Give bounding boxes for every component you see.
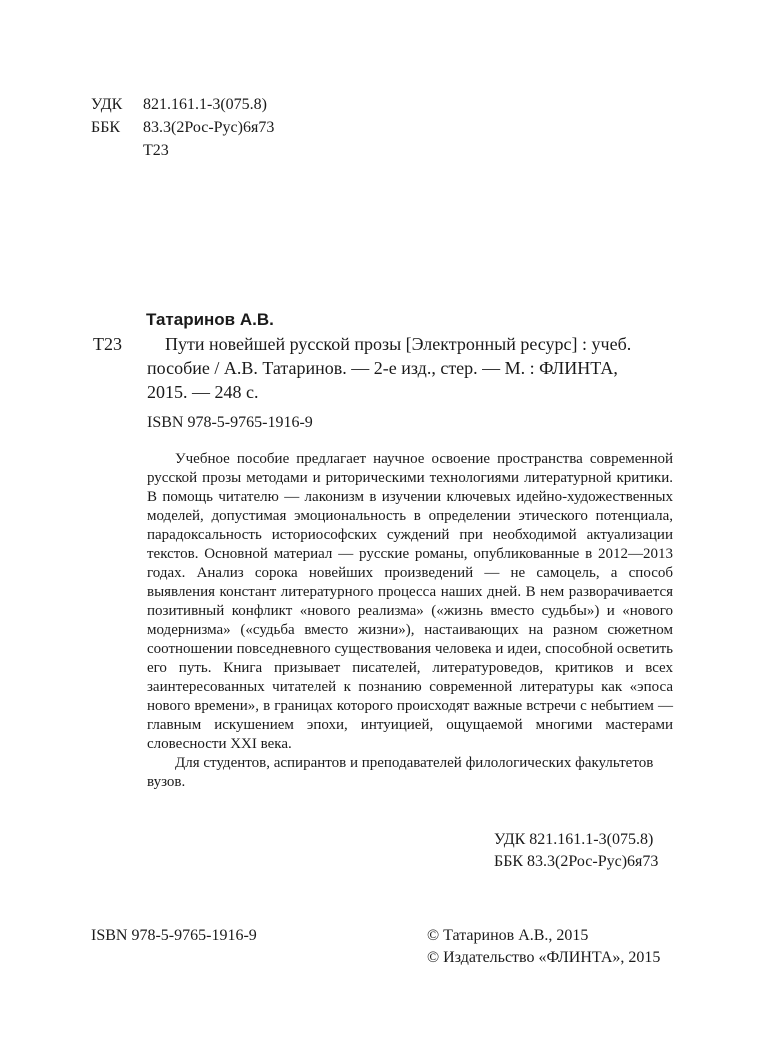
- author-heading: Татаринов А.В.: [146, 310, 274, 329]
- title-line-2: пособие / А.В. Татаринов. — 2-е изд., стер. — М. : ФЛИНТА,: [147, 358, 618, 378]
- title-line-3: 2015. — 248 с.: [147, 382, 259, 402]
- abstract-text: Учебное пособие предлагает научное освоение пространства современной русской прозы методами и риторическими технологиями литературной критики. В помощь читателю — лаконизм в изучении ключевых идейно-художественных моделей, допустимая эмоциональность в определении этического потенциала, парадоксальность историософских суждений при необходимой актуализации текстов. Основной материал — русские романы, опубликованные в 2012—2013 годах. Анализ сорока новейших произведений — не самоцель, а способ выявления констант литературного процесса наших дней. В нем разворачивается позитивный конфликт «нового реализма» («жизнь вместо судьбы») и «нового модернизма» («судьба вместо жизни»), настаивающих на разном сюжетном соотношении повседневного существования человека и идеи, способной осветить его путь. Книга призывает писателей, литературоведов, критиков и всех заинтересованных читателей к познанию современной литературы как «эпоса нового времени», в границах которого происходят важные встречи с небытием — главным искушением эпохи, интуицией, ощущаемой многими мастерами словесности XXI века.: [147, 451, 673, 752]
- udk-top: [91, 94, 267, 116]
- copyright-publisher: © Издательство «ФЛИНТА», 2015: [427, 949, 661, 966]
- udk-value: 821.161.1-3(075.8): [143, 96, 267, 113]
- isbn-footer: ISBN 978-5-9765-1916-9: [91, 927, 257, 944]
- author-mark-top: Т23: [143, 142, 169, 159]
- title-line-1: Пути новейшей русской прозы [Электронный ресурс] : учеб.: [165, 334, 632, 354]
- copyright-author: © Татаринов А.В., 2015: [427, 927, 589, 944]
- author-mark: Т23: [93, 334, 122, 354]
- bbk-label: ББК: [91, 119, 121, 136]
- abstract: [147, 450, 673, 792]
- audience-text: Для студентов, аспирантов и преподавателей филологических факультетов вузов.: [147, 755, 654, 790]
- udk-bottom: УДК 821.161.1-3(075.8): [494, 831, 654, 848]
- bbk-bottom: ББК 83.3(2Рос-Рус)6я73: [494, 853, 659, 870]
- bbk-value: 83.3(2Рос-Рус)6я73: [143, 119, 275, 136]
- isbn-catalog: ISBN 978-5-9765-1916-9: [147, 414, 313, 431]
- udk-label: УДК: [91, 96, 123, 113]
- bbk-top: [91, 117, 274, 139]
